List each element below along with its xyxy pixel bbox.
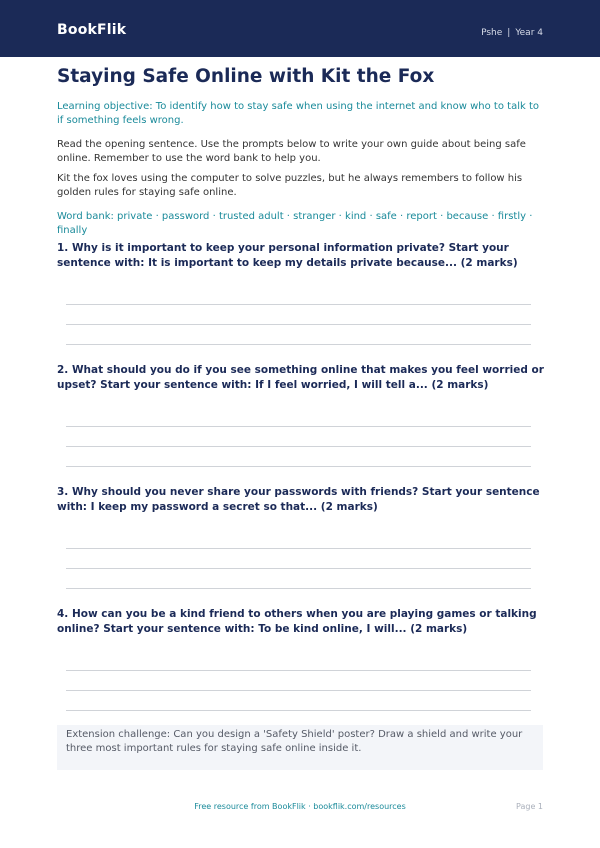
year-label: Year 4 <box>515 28 543 38</box>
answer-line-3c[interactable] <box>66 588 531 589</box>
learning-objective: Learning objective: To identify how to stay safe when using the internet and know who to talk to if something feels wrong. <box>57 101 539 126</box>
answer-line-4c[interactable] <box>66 710 531 711</box>
extension-challenge-text: Extension challenge: Can you design a 'Safety Shield' poster? Draw a shield and write your three most important rules for staying safe online inside it. <box>66 729 523 754</box>
question-1: 1. Why is it important to keep your personal information private? Start your sentence with: It is important to keep my details private because... (2 marks) <box>57 242 518 269</box>
answer-line-1a[interactable] <box>66 304 531 305</box>
opening-sentence: Kit the fox loves using the computer to solve puzzles, but he always remembers to follow his golden rules for staying safe online. <box>57 173 523 198</box>
answer-line-3a[interactable] <box>66 548 531 549</box>
footer-credit: Free resource from BookFlik · bookflik.com/resources <box>194 802 406 811</box>
question-4: 4. How can you be a kind friend to others when you are playing games or talking online? Start your sentence with: To be kind online, I will... (2 marks) <box>57 608 537 635</box>
answer-line-2b[interactable] <box>66 446 531 447</box>
question-3: 3. Why should you never share your passwords with friends? Start your sentence with: I keep my password a secret so that... (2 marks) <box>57 486 540 513</box>
answer-line-4b[interactable] <box>66 690 531 691</box>
meta-separator: | <box>507 28 511 38</box>
answer-line-3b[interactable] <box>66 568 531 569</box>
answer-line-2c[interactable] <box>66 466 531 467</box>
header-meta <box>481 28 543 38</box>
answer-line-2a[interactable] <box>66 426 531 427</box>
extension-challenge-box <box>57 725 543 770</box>
answer-line-1b[interactable] <box>66 324 531 325</box>
page-number: Page 1 <box>516 802 543 811</box>
brand-logo: BookFlik <box>57 22 127 38</box>
subject-label: Pshe <box>481 28 503 38</box>
question-2: 2. What should you do if you see something online that makes you feel worried or upset? Start your sentence with: If I feel worried, I will tell a... (2 marks) <box>57 364 544 391</box>
header-bar <box>0 0 600 57</box>
page-title: Staying Safe Online with Kit the Fox <box>57 66 435 87</box>
answer-line-1c[interactable] <box>66 344 531 345</box>
answer-line-4a[interactable] <box>66 670 531 671</box>
instructions-text: Read the opening sentence. Use the prompts below to write your own guide about being safe online. Remember to use the word bank to help you. <box>57 139 526 164</box>
word-bank: Word bank: private · password · trusted adult · stranger · kind · safe · report · because · firstly · finally <box>57 211 533 236</box>
